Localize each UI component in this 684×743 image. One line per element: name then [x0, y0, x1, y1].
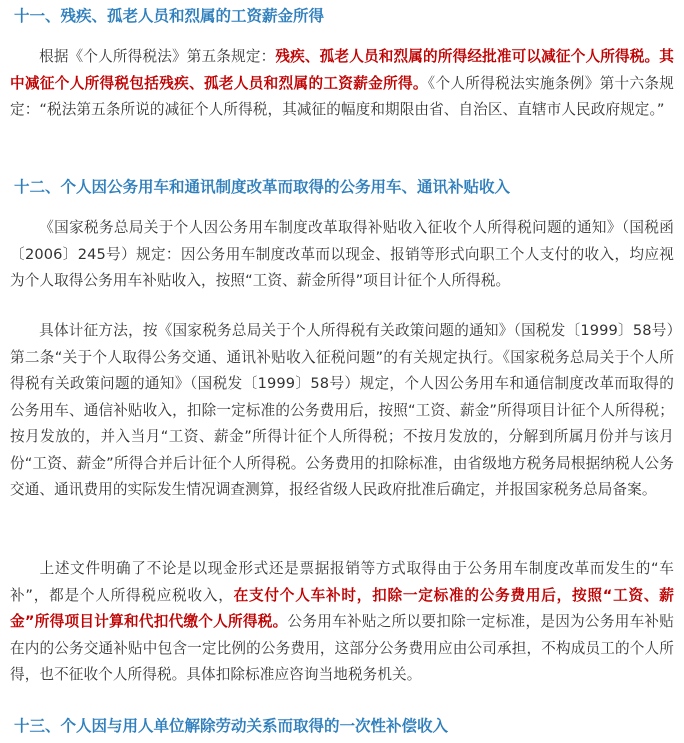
section-12-highlight: 在支付个人车补时，扣除一定标准的公务费用后，按照“工资、薪金”所得项目计算和代扣代缴个人所得税。	[10, 586, 675, 630]
section-13-heading: 十三、个人因与用人单位解除劳动关系而取得的一次性补偿收入	[14, 717, 449, 735]
section-12-heading: 十二、个人因公务用车和通讯制度改革而取得的公务用车、通讯补贴收入	[14, 178, 511, 196]
section-12-paragraph-2-text: 具体计征方法，按《国家税务总局关于个人所得税有关政策问题的通知》（国税发〔1999〕58号）第二条“关于个人取得公务交通、通讯补贴收入征税问题”的有关规定执行。《国家税务总局关于个人所得税有关政策问题的通知》（国税发〔1999〕58号）规定，个人因公务用车和通信制度改革而取得的公务用车、通信补贴收入，扣除一定标准的公务费用后，按照“工资、薪金”所得项目计征个人所得税；按月发放的，并入当月“工资、薪金”所得计征个人所得税；不按月发放的，分解到所属月份并与该月份“工资、薪金”所得合并后计征个人所得税。公务费用的扣除标准，由省级地方税务局根据纳税人公务交通、通讯费用的实际发生情况调查测算，报经省级人民政府批准后确定，并报国家税务总局备案。	[10, 322, 674, 498]
section-11-heading: 十一、残疾、孤老人员和烈属的工资薪金所得	[14, 7, 325, 25]
section-12-paragraph-1	[10, 215, 674, 295]
section-11-paragraph	[10, 44, 674, 124]
section-12-paragraph-1-text: 《国家税务总局关于个人因公务用车制度改革取得补贴收入征收个人所得税问题的通知》（国税函〔2006〕245号）规定：因公务用车制度改革而以现金、报销等形式向职工个人支付的收入，均应视为个人取得公务用车补贴收入，按照“工资、薪金所得”项目计征个人所得税。	[10, 219, 674, 289]
section-12-paragraph-3-lead: 上述文件明确了不论是以现金形式还是票据报销等方式取得由于公务用车制度改革而发生的“车补”，都是个人所得税应税收入，	[10, 560, 674, 604]
section-12-paragraph-3	[10, 556, 674, 689]
section-12-paragraph-3-tail: 公务用车补贴之所以要扣除一定标准，是因为公务用车补贴在内的公务交通补贴中包含一定比例的公务费用，这部分公务费用应由公司承担，不构成员工的个人所得，也不征收个人所得税。具体扣除标准应咨询当地税务机关。	[10, 613, 674, 683]
section-11-text-lead: 根据《个人所得税法》第五条规定：	[39, 48, 276, 65]
section-11-highlight: 残疾、孤老人员和烈属的所得经批准可以减征个人所得税。其中减征个人所得税包括残疾、孤老人员和烈属的工资薪金所得。	[10, 48, 675, 92]
section-11-text-tail: 《个人所得税法实施条例》第十六条规定：“税法第五条所说的减征个人所得税，其减征的幅度和期限由省、自治区、直辖市人民政府规定。”	[10, 74, 674, 118]
section-12-paragraph-2	[10, 318, 674, 504]
